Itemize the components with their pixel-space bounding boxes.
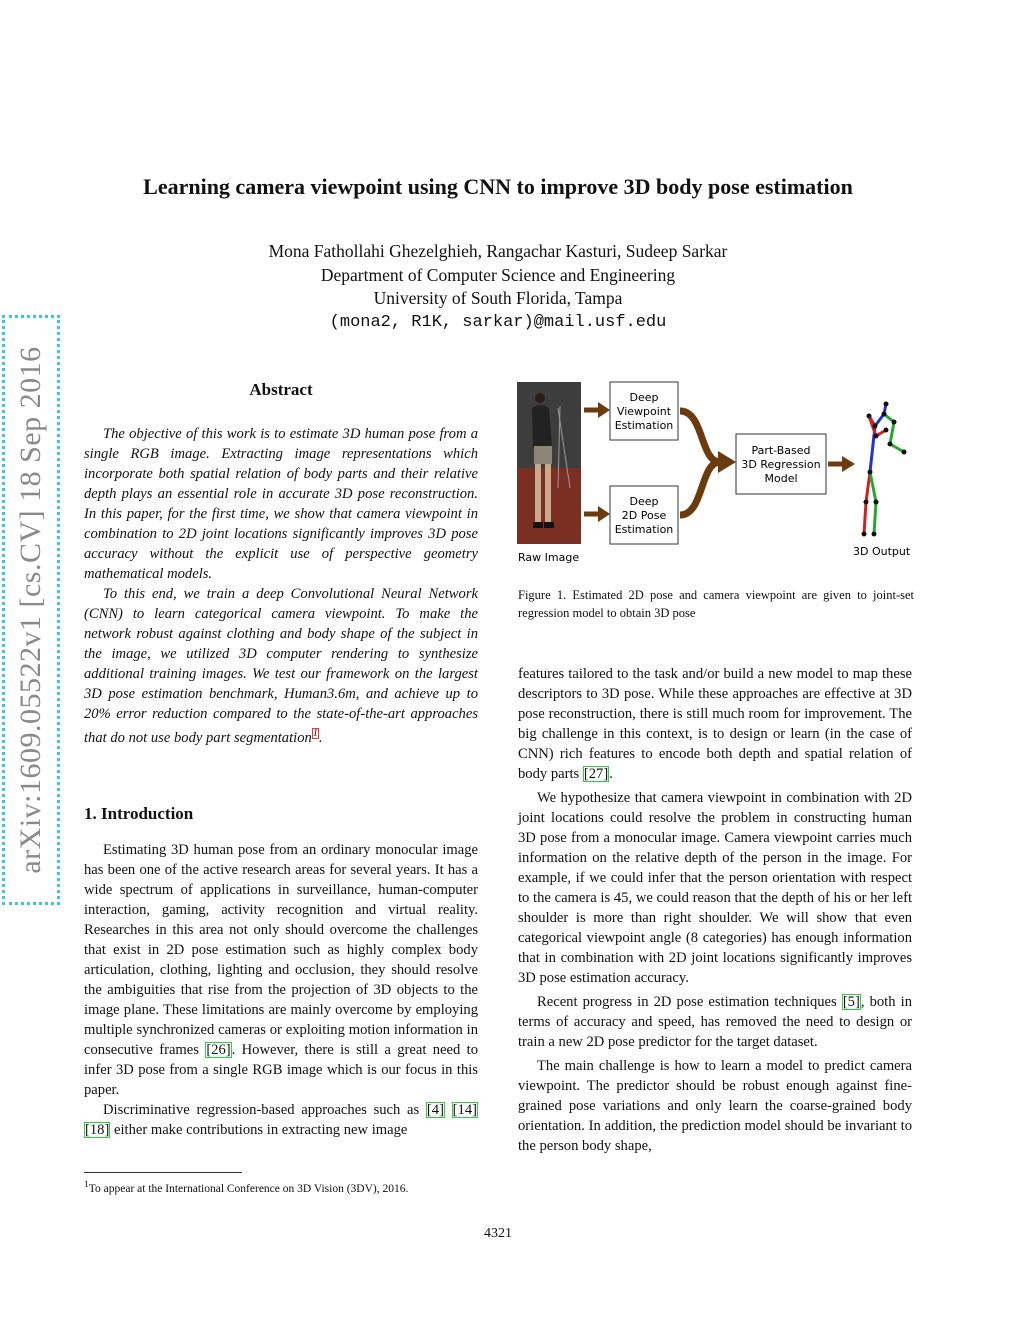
regression-box-line3: Model xyxy=(764,472,798,485)
body-paragraph xyxy=(518,664,912,784)
body-paragraph xyxy=(518,992,912,1052)
2dpose-box-line3: Estimation xyxy=(614,523,674,536)
citation-link[interactable]: [4] xyxy=(426,1102,444,1118)
3d-skeleton-output xyxy=(862,402,907,537)
intro-paragraph xyxy=(84,840,478,1100)
body-text: Recent progress in 2D pose estimation techniques xyxy=(537,994,842,1010)
body-text: . xyxy=(609,766,613,782)
body-text: features tailored to the task and/or build a new model to map these descriptors to 3D pose. While these approaches are effective at 3D pose reconstruction, there is still much room for improvement. The big challenge in this context, is to design or learn (in the case of CNN) rich features to encode both depth and spatial relation of body parts xyxy=(518,666,912,782)
author-email: (mona2, R1K, sarkar)@mail.usf.edu xyxy=(329,312,667,332)
paper-title: Learning camera viewpoint using CNN to improve 3D body pose estimation xyxy=(143,174,853,199)
citation-link[interactable]: [14] xyxy=(452,1102,477,1118)
citation-link[interactable]: [5] xyxy=(842,994,860,1010)
body-text: Discriminative regression-based approaches such as xyxy=(103,1102,426,1118)
author-block xyxy=(0,240,996,334)
citation-link[interactable]: [26] xyxy=(206,1042,231,1058)
abstract-text: . xyxy=(318,729,323,746)
arxiv-sidebar-stamp xyxy=(2,315,60,905)
page-number: 4321 xyxy=(484,1226,512,1241)
citation-link[interactable]: [27] xyxy=(583,766,609,782)
arrow-to-output xyxy=(828,456,855,472)
abstract-paragraph: The objective of this work is to estimate 3D human pose from a single RGB image. Extracting image representations which incorporate both spatial relation of body parts and their relative depth plays an essential role in accurate 3D pose reconstruction. In this paper, for the first time, we show that camera viewpoint in combination to 2D joint locations significantly improves 3D pose accuracy without the explicit use of perspective geometry mathematical models. xyxy=(84,426,478,582)
intro-paragraph xyxy=(84,1100,478,1140)
intro-body xyxy=(84,840,478,1140)
abstract-body xyxy=(84,424,478,748)
department: Department of Computer Science and Engineering xyxy=(320,264,676,285)
raw-image-photo xyxy=(517,382,581,544)
right-column-body xyxy=(518,664,912,1156)
section-heading: 1. Introduction xyxy=(84,804,194,823)
footnote-mark: 1 xyxy=(84,1179,89,1190)
author-names: Mona Fathollahi Ghezelghieh, Rangachar Kasturi, Sudeep Sarkar xyxy=(268,241,728,261)
abstract-heading: Abstract xyxy=(249,380,313,399)
arrow-to-2dpose xyxy=(584,506,610,522)
body-text: , both in terms of accuracy and speed, has removed the need to design or train a new 2D pose predictor for the target dataset. xyxy=(518,994,912,1050)
arrow-to-viewpoint xyxy=(584,402,610,418)
body-paragraph: We hypothesize that camera viewpoint in combination with 2D joint locations could resolve the problem in constructing human 3D pose from a monocular image. Camera viewpoint carries much information on the relative depth of the person in the image. For example, if we could infer that the person orientation with respect to the camera is 45, we could reason that the depth of his or her left shoulder is more than right shoulder. We will show that even categorical viewpoint angle (8 categories) has enough information that in combination with 2D joint locations significantly improves 3D pose estimation accuracy. xyxy=(518,790,912,986)
3d-output-label: 3D Output xyxy=(853,545,911,558)
merge-arrow xyxy=(680,411,736,515)
body-text: Estimating 3D human pose from an ordinary monocular image has been one of the active research areas for several years. It has a wide spectrum of applications in surveillance, human-computer interaction, gaming, activity recognition and virtual reality. Researches in this area not only should overcome the challenges that exist in 2D pose estimation such as highly complex body articulation, clothing, lighting and occlusion, they should resolve the ambiguities that rise from the projection of 3D objects to the image plane. These limitations are mainly overcome by employing multiple synchronized cameras or exploiting motion information in consecutive frames xyxy=(84,842,478,1058)
viewpoint-box-line2: Viewpoint xyxy=(616,405,672,418)
footnote xyxy=(84,1177,484,1197)
viewpoint-box-line3: Estimation xyxy=(614,419,674,432)
figure-caption: Figure 1. Estimated 2D pose and camera viewpoint are given to joint-set regression model to obtain 3D pose xyxy=(518,588,914,620)
body-text: . However, there is still a great need to infer 3D pose from a single RGB image which is our focus in this paper. xyxy=(84,1042,479,1098)
viewpoint-box-line1: Deep xyxy=(629,391,659,404)
arxiv-id: arXiv:1609.05522v1 [cs.CV] 18 Sep 2016 xyxy=(14,346,47,874)
footnote-rule xyxy=(84,1172,242,1173)
figure-1-diagram xyxy=(514,378,920,574)
university: University of South Florida, Tampa xyxy=(373,288,623,308)
footnote-link[interactable]: 1 xyxy=(312,728,318,739)
abstract-text: To this end, we train a deep Convolutional Neural Network (CNN) to learn categorical camera viewpoint. To make the network robust against clothing and body shape of the subject in the image, we utilized 3D computer rendering to synthesize additional training images. We test our framework on the largest 3D pose estimation benchmark, Human3.6m, and achieve up to 20% error reduction compared to the state-of-the-art approaches that do not use body part segmentation xyxy=(84,586,478,746)
footnote-text: To appear at the International Conference on 3D Vision (3DV), 2016. xyxy=(88,1182,409,1195)
raw-image-label: Raw Image xyxy=(518,551,580,564)
2dpose-box-line1: Deep xyxy=(629,495,659,508)
citation-link[interactable]: [18] xyxy=(85,1122,110,1138)
regression-box-line1: Part-Based xyxy=(751,444,811,457)
regression-box-line2: 3D Regression xyxy=(741,458,821,471)
2dpose-box-line2: 2D Pose xyxy=(621,509,667,522)
body-paragraph: The main challenge is how to learn a model to predict camera viewpoint. The predictor should be robust enough against fine-grained pose variations and only learn the coarse-grained body orientation. In addition, the prediction model should be invariant to the person body shape, xyxy=(518,1058,912,1154)
abstract-paragraph xyxy=(84,584,478,748)
body-text: either make contributions in extracting new image xyxy=(110,1122,408,1138)
